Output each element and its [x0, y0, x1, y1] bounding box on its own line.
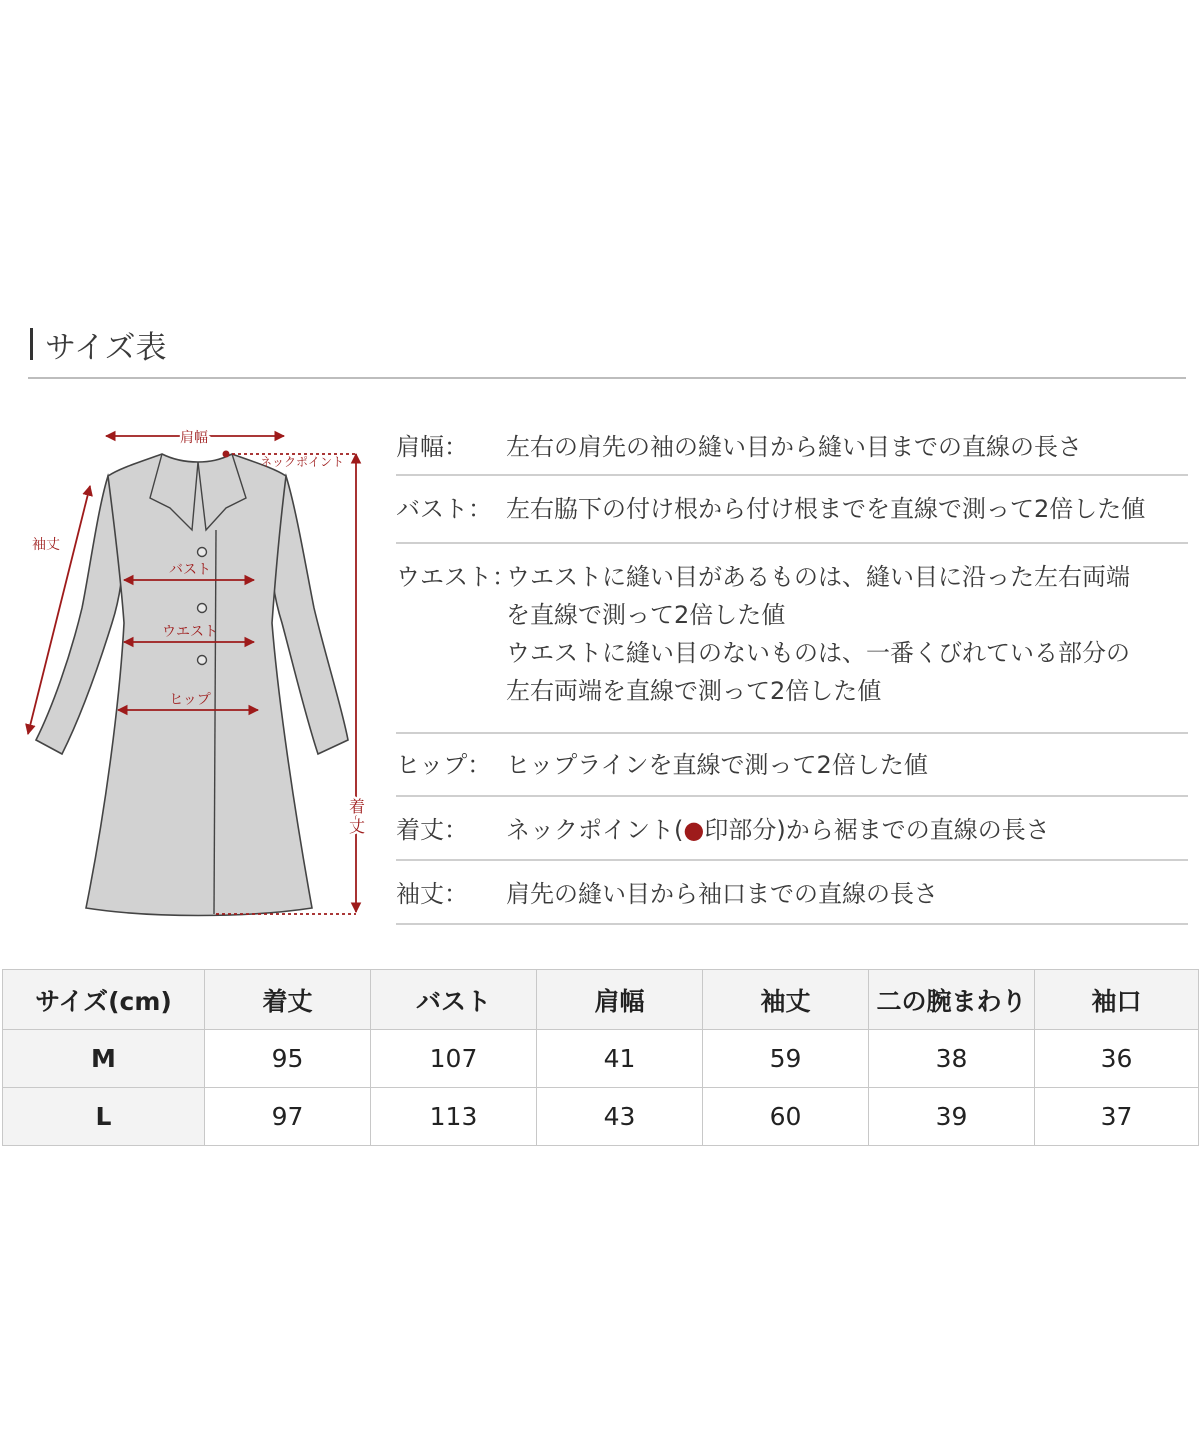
- neckpoint-mark-icon: ●: [683, 816, 705, 844]
- table-cell: 107: [371, 1030, 537, 1088]
- table-header-row: [3, 970, 1199, 1030]
- definition-term: 袖丈：: [396, 880, 468, 908]
- definition-term: 肩幅：: [396, 433, 468, 461]
- table-cell: 41: [537, 1030, 703, 1088]
- header-size: サイズ(cm): [3, 970, 205, 1030]
- definition-row-sleeve: [396, 861, 1188, 925]
- definition-row-bust: [396, 476, 1188, 544]
- header-length: 着丈: [205, 970, 371, 1030]
- coat-body: [86, 454, 312, 916]
- waist-label: ウエスト: [162, 624, 218, 640]
- row-size-label: M: [3, 1030, 205, 1088]
- coat-button-3: [198, 656, 207, 665]
- title-text: サイズ表: [45, 329, 167, 366]
- table-cell: 43: [537, 1088, 703, 1146]
- title-divider: [28, 377, 1186, 379]
- sleeve-label: 袖丈: [32, 537, 60, 553]
- definition-text: ネックポイント(●印部分)から裾までの直線の長さ: [506, 816, 1050, 844]
- definition-line: を直線で測って2倍した値: [506, 601, 786, 629]
- table-row: [3, 1030, 1199, 1088]
- definition-line: ウエストに縫い目のないものは、一番くびれている部分の: [506, 639, 1130, 667]
- title-bar: [30, 328, 33, 360]
- bust-label: バスト: [169, 562, 211, 578]
- definition-row-shoulder: [396, 418, 1188, 476]
- hip-label: ヒップ: [169, 692, 211, 708]
- length-label-2: 丈: [348, 817, 366, 836]
- definition-row-waist: [396, 544, 1188, 734]
- table-cell: 36: [1035, 1030, 1199, 1088]
- table-cell: 37: [1035, 1088, 1199, 1146]
- definition-term: ヒップ：: [396, 751, 492, 779]
- table-cell: 95: [205, 1030, 371, 1088]
- definition-text: 左右脇下の付け根から付け根までを直線で測って2倍した値: [506, 495, 1146, 523]
- coat-button-1: [198, 548, 207, 557]
- row-size-label: L: [3, 1088, 205, 1146]
- header-bust: バスト: [371, 970, 537, 1030]
- table-cell: 97: [205, 1088, 371, 1146]
- measurement-definitions: [396, 418, 1188, 925]
- coat-button-2: [198, 604, 207, 613]
- definition-row-length: [396, 797, 1188, 861]
- definition-text: 左右の肩先の袖の縫い目から縫い目までの直線の長さ: [506, 433, 1082, 461]
- table-cell: 60: [703, 1088, 869, 1146]
- definition-term: バスト：: [396, 495, 492, 523]
- header-upper-arm: 二の腕まわり: [869, 970, 1035, 1030]
- coat-sleeve-left: [36, 476, 124, 754]
- definition-text: ヒップラインを直線で測って2倍した値: [506, 751, 928, 779]
- definition-text-block: [506, 558, 1188, 732]
- page-title: [30, 322, 167, 366]
- definition-line: ウエストに縫い目があるものは、縫い目に沿った左右両端: [506, 563, 1130, 591]
- neckpoint-dot: [223, 451, 230, 458]
- definition-line: 左右両端を直線で測って2倍した値: [506, 677, 882, 705]
- coat-diagram: [20, 418, 380, 928]
- definition-text: 肩先の縫い目から袖口までの直線の長さ: [506, 880, 938, 908]
- definition-term: 着丈：: [396, 816, 468, 844]
- table-cell: 38: [869, 1030, 1035, 1088]
- definition-term: ウエスト：: [396, 563, 516, 591]
- neckpoint-label: ネックポイント: [260, 455, 345, 469]
- length-label-1: 着: [348, 797, 366, 816]
- header-shoulder: 肩幅: [537, 970, 703, 1030]
- table-cell: 113: [371, 1088, 537, 1146]
- shoulder-label: 肩幅: [180, 430, 208, 446]
- table-cell: 39: [869, 1088, 1035, 1146]
- header-sleeve: 袖丈: [703, 970, 869, 1030]
- header-cuff: 袖口: [1035, 970, 1199, 1030]
- table-row: [3, 1088, 1199, 1146]
- table-cell: 59: [703, 1030, 869, 1088]
- size-table: [2, 969, 1199, 1146]
- definition-row-hip: [396, 734, 1188, 797]
